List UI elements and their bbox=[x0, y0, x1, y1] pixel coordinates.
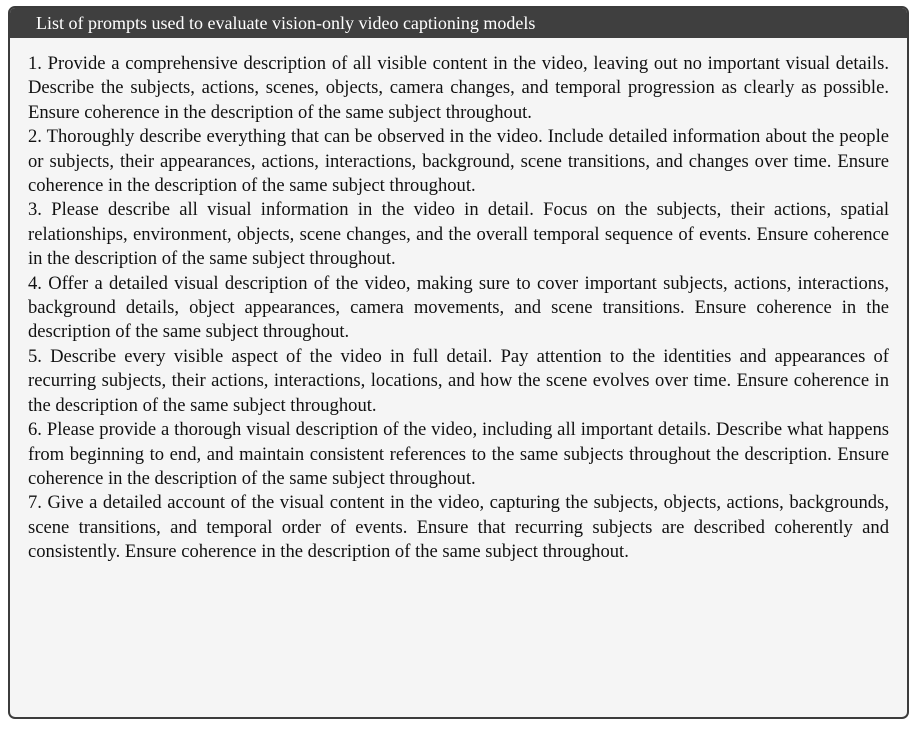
prompt-box bbox=[8, 6, 909, 719]
prompt-item-6: 6. Please provide a thorough visual description of the video, including all important details. Describe what happens from beginning to end, and maintain consistent references to the same subjects throughout the description. Ensure coherence in the description of the same subject throughout. bbox=[28, 419, 889, 489]
prompt-item-7: 7. Give a detailed account of the visual content in the video, capturing the subjects, objects, actions, backgrounds, scene transitions, and temporal order of events. Ensure that recurring subjects are described coherently and consistently. Ensure coherence in the description of the same subject throughout. bbox=[28, 492, 889, 563]
prompt-item-2: 2. Thoroughly describe everything that can be observed in the video. Include detailed information about the people or subjects, their appearances, actions, interactions, background, scene transitions, and changes over time. Ensure coherence in the description of the same subject throughout. bbox=[28, 126, 889, 197]
prompt-item-4: 4. Offer a detailed visual description of the video, making sure to cover important subjects, actions, interactions, background details, object appearances, camera movements, and scene transitions. Ensure coherence in the description of the same subject throughout. bbox=[28, 272, 889, 343]
prompt-item-5: 5. Describe every visible aspect of the video in full detail. Pay attention to the identities and appearances of recurring subjects, their actions, interactions, locations, and how the scene evolves over time. Ensure coherence in the description of the same subject throughout. bbox=[28, 345, 889, 416]
prompt-item-3: 3. Please describe all visual information in the video in detail. Focus on the subjects, their actions, spatial relationships, environment, objects, scene changes, and the overall temporal sequence of events. Ensure coherence in the description of the same subject throughout. bbox=[28, 199, 889, 270]
box-title: List of prompts used to evaluate vision-only video captioning models bbox=[10, 8, 907, 38]
prompt-item-1: 1. Provide a comprehensive description of all visible content in the video, leaving out no important visual details. Describe the subjects, actions, scenes, objects, camera changes, and temporal progression as clearly as possible. Ensure coherence in the description of the same subject throughout. bbox=[28, 53, 889, 123]
prompt-list bbox=[10, 38, 907, 565]
